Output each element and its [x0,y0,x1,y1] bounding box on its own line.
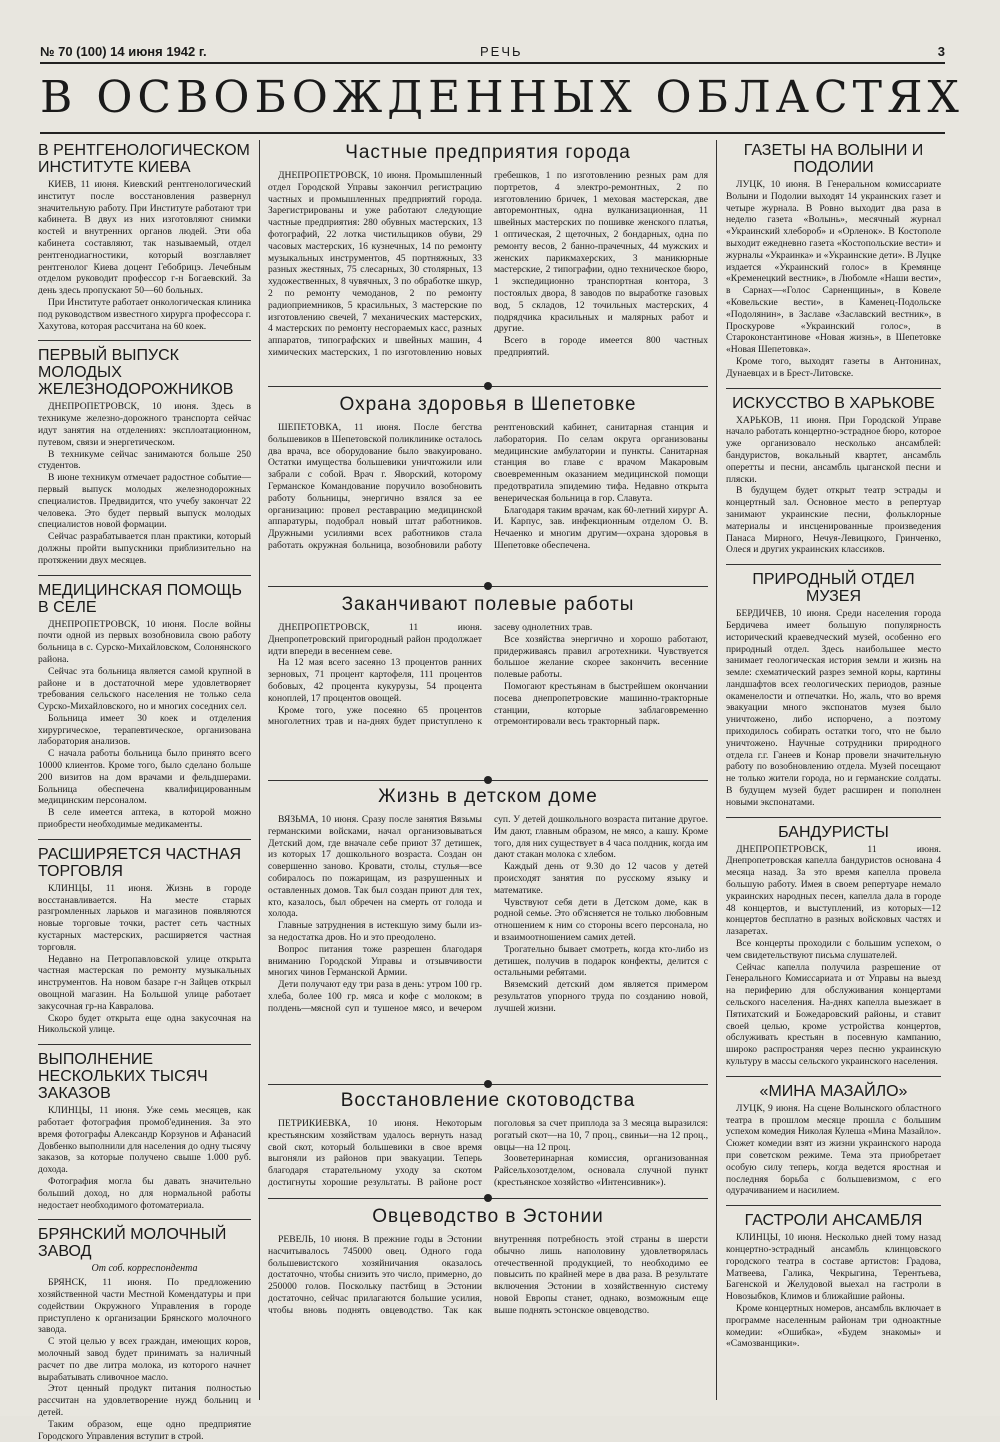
article-paragraph: КЛИНЦЫ, 10 июня. Несколько дней тому назад концертно-эстрадный ансамбль клинцовского городского театра в составе артистов: Градова, Матвеева, Галика, Чекрыгина, Терентьева, Багенской и Желудовой выехал на гастроли в Новозыбков, Климов и ближайшие районы. [726,1232,941,1303]
separator-dot [484,776,492,784]
article-title: РАСШИРЯЕТСЯ ЧАСТНАЯ ТОРГОВЛЯ [38,845,242,880]
separator-dot [484,1194,492,1202]
article-sheep-estonia [268,1206,708,1396]
article-paragraph: Все хозяйства энергично и хорошо работают, придерживаясь правил агротехники. Чувствуется большое желание скорее закончить весенние полевые работы. [494,633,708,681]
left-column [38,142,251,1442]
article-title: Частные предприятия города [345,142,631,163]
article-paragraph: ДНЕПРОПЕТРОВСК, 10 июня. Промышленный отдел Городской Управы закончил регистрацию частных и промышленных предприятий города. Зарегистрированы и уже работают следующие частные предприятия: 280 обувных мастерских, 13 фотографий, 22 лотка чистильщиков обуви, 29 часовых мастерских, 16 кузнечных, 14 по ремонту музыкальных инструментов, 45 портняжных, 33 разных жестяных, 75 слесарных, 30 столярных, 13 художественных, 8 чувячных, 3 по обработке шкур, 2 по ремонту чемоданов, 2 по ремонту радиоприемников, 5 красильных, 3 мастерские по изготовлению свечей, 7 механических мастерских, 4 мастерских по ремонту несгораемых касс, разных аппаратов, типографских и швейных машин, 4 химических мастерских, 1 по изготовлению новых гребешков, 1 по изготовлению резных рам для портретов, 4 электро-ремонтных, 2 по изготовлению бричек, 1 меховая мастерская, две авторемонтных, одна вулканизационная, 11 швейных мастерских по пошивке женского платья, 1 оптическая, 2 щеточных, 2 бондарных, одна по ремонту весов, 2 банно-прачечных, 44 мужских и женских парикмахерских, 3 маникюрные мастерские, 2 типографии, одно техническое бюро, 1 экспедиционно транспортная контора, 3 постоялых двора, 8 заводов по выработке газовых вод, 5 складов, 12 точильных мастерских, 4 подрядчика красильных и малярных работ и другие. [268,170,708,358]
article-paragraph: В селе имеется аптека, в которой можно приобрести необходимые медикаменты. [38,807,251,831]
separator [38,1044,251,1045]
masthead [40,44,945,62]
issue-date: № 70 (100) 14 июня 1942 г. [40,44,207,59]
article-title: Охрана здоровья в Шепетовке [339,394,637,415]
article-paragraph: Сейчас капелла получила разрешение от Генерального Комиссариата и от Управы на выезд на периферию для обслуживания концертами сельского населения. На-днях капелла выезжает в Пятихатский и Божедаровский районы, и ставит своей целью, кроме устройства концертов, обслуживать крестьян в посевную кампанию, широко распространяя через песню украинскую культуру в массы сельского украинского населения. [726,961,941,1067]
page-number: 3 [937,44,945,59]
article-title: Жизнь в детском доме [378,786,598,807]
article-paragraph: В июне техникум отмечает радостное событие—первый выпуск молодых железнодорожных специалистов. Предвидится, что учебу закончат 22 человека. Это будет первый выпуск молодых специалистов новой формации. [38,472,251,531]
article-paragraph: Главные затруднения в истекшую зиму были из-за недостатка дров. Но и это преодолено. [268,920,482,943]
article-livestock [268,1090,708,1192]
article-paragraph: БЕРДИЧЕВ, 10 июня. Среди населения города Бердичева имеет большую популярность исторический краеведческий музей, особенно его природный отдел. Здесь наибольшее место занимает геологическая история земли и жизнь на земле: схематический разрез земной коры, картины ландшафтов всех геологических периодов, разные окаменелости и отпечатки. Но, жаль, что во время эвакуации много экспонатов музея было уничтожено, либо испорчено, а поэтому приходилось собирать остатки того, что не было уничтожено. Научные сотрудники природного отдела г.г. Ганеев и Конар провели значительную работу по возобновлению отдела. Музей посещают не только жители города, но и германские солдаты. В будущем музей будет расширен и пополнен новыми экспонатами. [726,608,941,808]
page-headline: В ОСВОБОЖДЕННЫХ ОБЛАСТЯХ [40,72,964,123]
article-paragraph: ДНЕПРОПЕТРОВСК, 11 июня. Днепропетровский пригородный район продолжает идти впереди в весеннем севе. [268,622,482,657]
left-article [38,347,251,566]
article-paragraph: Всего в городе имеется 800 частных предприятий. [494,335,708,358]
article-body [268,1234,708,1317]
separator-dot [484,582,492,590]
article-paragraph: БРЯНСК, 11 июня. По предложению хозяйственной части Местной Комендатуры и при содействии Окружного Управления в городе приступлено к организации Брянского молочного завода. [38,1277,251,1336]
article-paragraph: Вяземский детский дом является примером результатов упорного труда по созданию новой, лучшей жизни. [494,979,708,1014]
left-column-rule [259,140,260,1400]
right-article [726,824,941,1068]
article-title: В РЕНТГЕНОЛОГИЧЕСКОМ ИНСТИТУТЕ КИЕВА [38,142,250,176]
separator [38,839,251,840]
article-paragraph: Чувствуют себя дети в Детском доме, как в родной семье. Это об'ясняется не только любовным отношением к ним со стороны всего персонала, но и взаимоотношением самих детей. [494,896,708,943]
article-paragraph: При Институте работает онкологическая клиника под руководством известного хирурга профессора г. Хахутова, которая рассчитана на 60 коек. [38,296,251,332]
right-article [726,1083,941,1197]
article-title: БАНДУРИСТЫ [778,823,889,841]
article-title: Восстановление скотоводства [340,1090,636,1111]
article-paragraph: КЛИНЦЫ, 11 июня. Уже семь месяцев, как работает фотография промоб'единения. За это время фотографы Александр Корзунов и Афанасий Довбенко выполнили для населения до одну тысячу заказов, за которые получено свыше 1.000 руб. дохода. [38,1105,251,1176]
separator [726,1076,941,1077]
article-paragraph: Трогательно бывает смотреть, когда кто-либо из детишек, получив в подарок конфекты, делится с остальными ребятами. [494,943,708,979]
article-body [268,622,708,728]
article-paragraph: ХАРЬКОВ, 11 июня. При Городской Управе начало работать концертно-эстрадное бюро, которое уже организовало несколько ансамблей: бандуристов, вокальный квартет, ансамбль оперетты и песни, ансамбль цыганской песни и пляски. [726,414,941,485]
article-paragraph: Кроме концертных номеров, ансамбль включает в программе населенным районам три одноактные комедии: «Ошибка», «Будем знакомы» и «Самозванщики». [726,1302,941,1350]
article-paragraph: Кроме того, уже посеяно 65 процентов многолетних трав и на-днях будет приступлено к засеву однолетних трав. [268,622,593,728]
article-paragraph: С начала работы больница было принято всего 10000 клиентов. Кроме того, было сделано больше 200 визитов на дом врачами и фельдшерами. Больница обеспечена квалифицированным медицинским персоналом. [38,748,251,807]
article-paragraph: Благодаря таким врачам, как 60-летний хирург А. И. Карпус, зав. инфекционным отделом О. В. Нечаенко и многим другим—охрана здоровья в Шепетовке обеспечена. [494,504,708,551]
article-paragraph: Сейчас эта больница является самой крупной в районе и в достаточной мере удовлетворяет требования сельского населения не только села Сурско-Михайловского, но и многих соседних сел. [38,665,251,713]
article-title: ПРИРОДНЫЙ ОТДЕЛ МУЗЕЯ [752,571,915,606]
right-article [726,142,941,380]
separator [38,1219,251,1220]
top-rule [40,62,945,64]
article-paragraph: Таким образом, еще одно предприятие Городского Управления вступит в строй. [38,1418,251,1442]
article-childrens-home [268,786,708,1080]
article-paragraph: Скоро будет открыта еще одна закусочная на Никольской улице. [38,1012,251,1036]
article-paragraph: Сейчас разрабатывается план практики, который должны пройти выпускники приблизительно на протяжении двух месяцев. [38,531,251,566]
article-paragraph: Все концерты проходили с большим успехом, о чем свидетельствуют письма слушателей. [726,938,941,961]
article-paragraph: В техникуме сейчас занимаются больше 250 студентов. [38,448,251,472]
article-paragraph: ДНЕПРОПЕТРОВСК, 11 июня. Днепропетровская капелла бандуристов основана 4 месяца назад. За это время капелла провела большую работу. Имея в своем репертуаре немало украинских народных песен, капелла дала в городе 48 концертов, и выступлений, из которых—12 концертов бесплатно в разных войсковых частях и лазаретах. [726,843,941,938]
article-paragraph: С этой целью у всех граждан, имеющих коров, молочный завод будет принимать за наличный расчет по две литра молока, из которого начнет вырабатывать сливочное масло. [38,1336,251,1383]
left-article [38,1051,251,1211]
article-paragraph: Вопрос питания тоже разрешен благодаря вниманию Городской Управы и отзывчивости многих чинов Германской Армии. [268,943,482,979]
right-article [726,395,941,557]
article-title: БРЯНСКИЙ МОЛОЧНЫЙ ЗАВОД [38,1226,227,1261]
article-title: ИСКУССТВО В ХАРЬКОВЕ [732,394,935,412]
separator [726,817,941,818]
right-column [726,142,941,1396]
article-paragraph: Каждый день от 9.30 до 12 часов у детей происходят занятия по русскому языку и математике. [494,861,708,896]
separator [726,1205,941,1206]
article-title: Заканчивают полевые работы [341,594,635,615]
article-paragraph: ДНЕПРОПЕТРОВСК, 10 июня. После войны почти одной из первых возобновила свою работу больница в с. Сурско-Михайловском, Солонянского района. [38,618,251,665]
left-articles [38,142,251,1442]
article-paragraph: РЕВЕЛЬ, 10 июня. В прежние годы в Эстонии насчитывалось 745000 овец. Одного года большевистского хозяйничания оказалось достаточно, чтобы снизить это число, примерно, до 250000 голов. Поскольку пастбищ в Эстонии достаточно, сейчас прилагаются большие усилия, чтобы вновь поднять овцеводство. Так как внутренняя потребность этой страны в шерсти обычно лишь наполовину удовлетворялась отечественной продукцией, то необходимо ее повысить по крайней мере в два раза. В результате включения Эстонии в хозяйственную систему новой Европы станет, однако, возможным еще выше поднять эстонское овцеводство. [268,1234,708,1316]
article-private-enterprises [268,142,708,380]
article-paragraph: КЛИНЦЫ, 11 июня. Жизнь в городе восстанавливается. На месте старых разгромленных ларьков и магазинов появляются новые торговые точки, растет сеть частных кустарных мастерских, расширяется частная торговля. [38,882,251,953]
article-paragraph: ШЕПЕТОВКА, 11 июня. После бегства большевиков в Шепетовской поликлинике осталось два врача, все оборудование было эвакуировано. Остатки имущества большевики уничтожили или забрали с собой. Врач г. Яворский, которому Германское Командование поручило возобновить работу больницы, энергично взялся за ее организацию: провел реставрацию медицинской аппаратуры, подобрал новый штат работников. Дружными усилиями всех работников стала работать окружная больница, возобновили работу рентгеновский кабинет, санитарная станция и лаборатория. По селам округа организованы медицинские амбулатории и пункты. Санитарная станция во главе с врачом Макаровым своевременным оказанием медицинской помощи предотвратила эпидемию тифа. Недавно открыта венерическая больница в гор. Славута. [268,422,708,551]
right-article [726,1212,941,1350]
right-column-rule [716,140,717,1400]
separator [38,340,251,341]
article-field-works [268,594,708,776]
article-health-shepetovka [268,394,708,580]
right-articles [726,142,941,1350]
separator [726,388,941,389]
article-title: МЕДИЦИНСКАЯ ПОМОЩЬ В СЕЛЕ [38,581,242,616]
left-article [38,142,251,332]
article-paragraph: Зооветеринарная комиссия, организованная Райсельхозотделом, основала случной пункт (крестьянское хозяйство «Интенсивник»). [494,1153,708,1188]
article-paragraph: ПЕТРИКИЕВКА, 10 июня. Некоторым крестьянским хозяйствам удалось вернуть назад свой скот, который большевики в свое время выгоняли из районов при эвакуации. Теперь благодаря старательному уходу за скотом достигнуты хорошие результаты. В районе рост поголовья за счет приплода за 3 месяца выразился: рогатый скот—на 10, 7 проц., свиньи—на 12 проц., овцы—на 12 проц. [268,1118,708,1188]
left-article [38,1226,251,1442]
article-title: Овцеводство в Эстонии [372,1206,604,1227]
article-paragraph: В будущем будет открыт театр эстрады и концертный зал. Основное место в репертуар занимают украинские песни, фольклорные материалы и инсценированные произведения Панаса Мирного, Нечуя-Левицкого, Гринченко, Олеся и других украинских классиков. [726,485,941,556]
paper-name: РЕЧЬ [480,44,523,59]
article-paragraph: КИЕВ, 11 июня. Киевский рентгенологический институт после восстановления развернул значительную работу. При Институте работают три кабинета. В двух из них изготовляют снимки костей и внутренних органов людей. Эти оба кабинета составляют, так называемый, отдел рентгенодиагностики, который возглавляет рентгенолог Киева доцент Гебобрицэ. Лечебным отделом руководит профессор г-н Богаевский. За день здесь пропускают 50—60 больных. [38,179,251,297]
article-title: ГАСТРОЛИ АНСАМБЛЯ [744,1212,923,1230]
article-body [268,422,708,552]
separator [726,564,941,565]
article-paragraph: Дети получают еду три раза в день: утром 100 гр. хлеба, более 100 гр. мяса и кофе с молоком; в полдень—мясной суп и тушеное мясо, и вечером суп. У детей дошкольного возраста питание другое. Им дают, главным образом, не мясо, а кашу. Кроме того, для них существует в 4 часа полдник, когда им дают стакан молока с хлебом. [268,814,708,1014]
article-body [268,1118,708,1189]
headline-rule [40,132,945,134]
article-paragraph: Этот ценный продукт питания полностью рассчитан на удовлетворение нужд больниц и детей. [38,1383,251,1418]
article-paragraph: ВЯЗЬМА, 10 июня. Сразу после занятия Вязьмы германскими войсками, начал организовываться Детский дом, где вначале себе приют 37 детишек, из которых 17 дошкольного возраста. Создан он совершенно заново. Кровати, столы, стулья—все собиралось по пожарищам, из разрушенных и оставленных домов. Так был создан приют для тех, кто, казалось, был обречен на смерть от голода и холода. [268,814,482,920]
right-article [726,571,941,809]
article-body [268,170,708,359]
article-paragraph: Больница имеет 30 коек и отделения хирургическое, терапевтическое, организована лаборатория анализов. [38,712,251,748]
article-byline: От соб. корреспондента [91,1263,198,1275]
separator [38,575,251,576]
separator-dot [484,1080,492,1088]
article-paragraph: Фотография могла бы давать значительно больший доход, но для нормальной работы недостает необходимого фотоматериала. [38,1176,251,1211]
separator-dot [484,382,492,390]
article-paragraph: ЛУЦК, 9 июня. На сцене Волынского областного театра в прошлом месяце прошла с большим успехом комедия Николая Кулеша «Мина Мазайло». Сюжет комедии взят из жизни украинского народа при советском режиме. Тема эта приобретает особую силу теперь, когда ведется яростная и последняя борьба с большевизмом, с его одурачиванием и насилием. [726,1102,941,1197]
article-paragraph: ЛУЦК, 10 июня. В Генеральном комиссариате Волыни и Подолии выходят 14 украинских газет и четыре журнала. В Ровно выходит два раза в неделю газета «Волынь», месячный журнал «Украинский хлебороб» и «Орленок». В Костополе выходит ежедневно газета «Костопольские вести» и журналы «Украинка» и «Украинские дети». В Луцке издается «Украинский голос» в Кремянце «Кременецкий вестник», в Любомле «Наши вести», в Сарнах—«Голос Сарненщины», в Ковеле «Ковельские вести», в Каменец-Подольске «Подолянин», в Заславе «Заславский вестник», в Проскурове «Украинский голос», в Староконстантинове «Новая жизнь», в Шепетовке «Новая Шепетовка». [726,179,941,356]
article-body [268,814,708,1015]
article-paragraph: Недавно на Петропавловской улице открыта частная мастерская по ремонту музыкальных инструментов. На новом базаре г-н Зайцев открыл овощной магазин. На Большой улице работает закусочная гр-на Кавралова. [38,953,251,1012]
article-paragraph: На 12 мая всего засеяно 13 процентов ранних зерновых, 71 процент картофеля, 111 процентов бобовых, 42 процента кукурузы, 54 процента коноплей, 17 процентов овощей. [268,657,482,704]
article-title: ГАЗЕТЫ НА ВОЛЫНИ И ПОДОЛИИ [743,142,924,176]
article-paragraph: ДНЕПРОПЕТРОВСК, 10 июня. Здесь в техникуме железно-дорожного транспорта сейчас идут занятия на отделениях: эксплоатационном, путевом, связи и энергетическом. [38,401,251,448]
article-paragraph: Помогают крестьянам в быстрейшем окончании посева днепропетровские машинно-тракторные станции, которые заблаговременно отремонтировали весь тракторный парк. [494,680,708,728]
article-title: ПЕРВЫЙ ВЫПУСК МОЛОДЫХ ЖЕЛЕЗНОДОРОЖНИКОВ [38,347,234,399]
article-title: «МИНА МАЗАЙЛО» [759,1082,908,1100]
left-article [38,582,251,831]
left-article [38,846,251,1036]
article-paragraph: Кроме того, выходят газеты в Антонинах, Дунаевцах и в Брест-Литовске. [726,355,941,379]
article-title: ВЫПОЛНЕНИЕ НЕСКОЛЬКИХ ТЫСЯЧ ЗАКАЗОВ [38,1051,208,1103]
